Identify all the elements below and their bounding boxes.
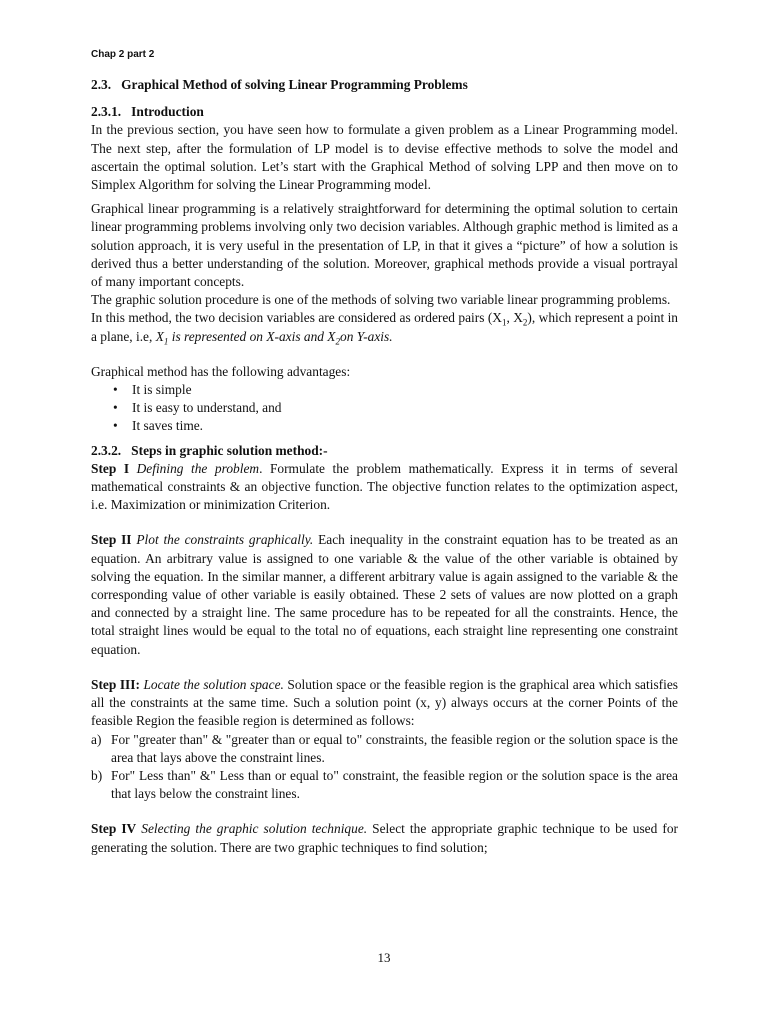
page-content (91, 76, 678, 857)
page-number: 13 (377, 950, 391, 965)
section-heading: 2.3. Graphical Method of solving Linear Programming Problems (91, 77, 468, 92)
list-item: a) For "greater than" & "greater than or equal to" constraints, the feasible region or the solution space is the area that lays above the constraint lines. (91, 731, 678, 765)
step-4: Step IV Selecting the graphic solution technique. Select the appropriate graphic technique to be used for generating the solution. There are two graphic techniques to find solution; (91, 821, 678, 855)
intro-paragraph-1: In the previous section, you have seen how to formulate a given problem as a Linear Programming model. The next step, after the formulation of LP model is to devise effective methods to solve the model and ascertain the optimal solution. Let’s start with the Graphical Method of solving LPP and then move on to Simplex Algorithm for solving the Linear Programming model. (91, 122, 678, 193)
bullet-icon: • (113, 400, 118, 416)
advantages-list (91, 381, 678, 436)
step-3: Step III: Locate the solution space. Solution space or the feasible region is the graphical area which satisfies all the constraints at the same time. Such a solution point (x, y) always occurs at the corner Points of the feasible Region the feasible region is determined as follows: (91, 676, 678, 729)
list-item: b) For" Less than" &" Less than or equal to" constraint, the feasible region or the solution space is the area that lays below the constraint lines. (91, 767, 678, 802)
step-1: Step I Defining the problem. Formulate the problem mathematically. Express it in terms of several mathematical constraints & an objective function. The objective function relates to the optimization aspect, i.e. Maximization or minimization Criterion. (91, 460, 678, 513)
list-item: • It is simple (91, 381, 678, 399)
steps-heading: 2.3.2. Steps in graphic solution method:- (91, 442, 328, 458)
intro-heading: 2.3.1. Introduction (91, 104, 204, 120)
bullet-icon: • (113, 382, 118, 398)
step-2: Step II Plot the constraints graphically. Each inequality in the constraint equation has to be treated as an equation. An arbitrary value is assigned to one variable & the value of the other variable is obtained by solving the equation. In the similar manner, a different arbitrary value is again assigned to the variable & the corresponding value of other variable is easily obtained. These 2 sets of values are now plotted on a graph and connected by a straight line. The same procedure has to be repeated for all the constraints. Hence, the total straight lines would be equal to the total no of equations, each straight line representing one constraint equation. (91, 532, 678, 657)
page-header: Chap 2 part 2 (91, 49, 155, 60)
intro-paragraph-3: The graphic solution procedure is one of the methods of solving two variable linear programming problems. (91, 292, 671, 308)
intro-paragraph-4: In this method, the two decision variables are considered as ordered pairs ($X_1$, $X_2$), which represent a point in a plane, i.e, $X_1$ is represented on X-axis and $X_2on$ Y-axis. (91, 310, 678, 347)
bullet-icon: • (113, 418, 118, 434)
list-item: • It is easy to understand, and (91, 399, 678, 417)
list-item: • It saves time. (91, 417, 678, 435)
intro-paragraph-2: Graphical linear programming is a relatively straightforward for determining the optimal solution to certain linear programming problems involving only two decision variables. Although graphic method is limited as a solution approach, it is very useful in the presentation of LP, in that it gives a “picture” of how a solution is derived thus a better understanding of the solution. Moreover, graphical methods provide a visual portrayal of many important concepts. (91, 201, 678, 290)
advantages-intro: Graphical method has the following advantages: (91, 363, 351, 379)
feasible-region-rules (91, 731, 678, 804)
